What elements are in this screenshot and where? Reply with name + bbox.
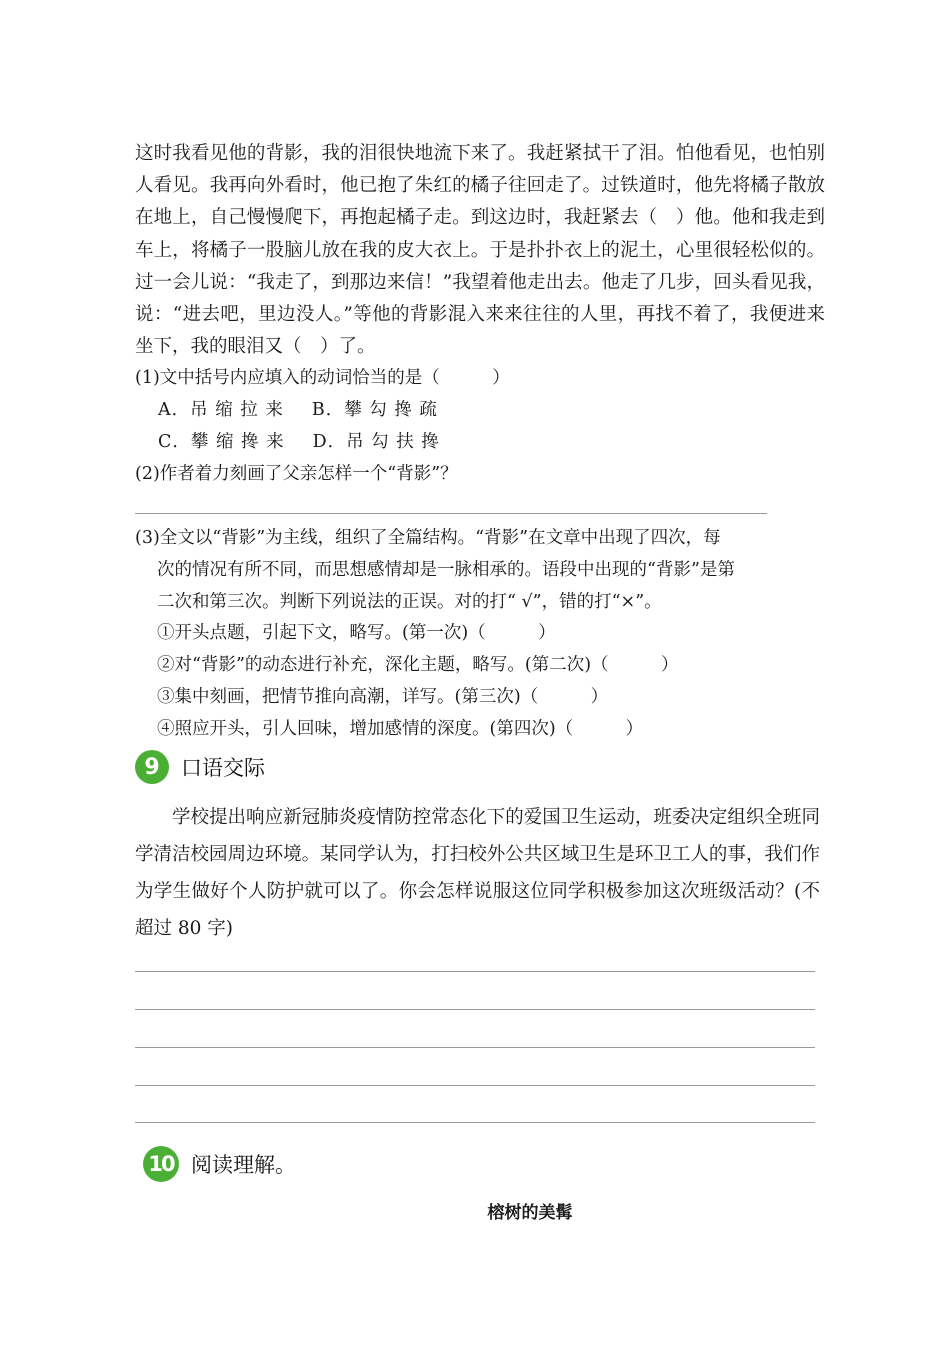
- question-2: (2)作者着力刻画了父亲怎样一个“背影”？: [135, 464, 458, 484]
- option-a[interactable]: A．吊 缩 拉 来: [158, 400, 284, 420]
- question-3-item-2: ②对“背影”的动态进行补充，深化主题，略写。(第二次)（ ）: [157, 655, 679, 675]
- answer-line[interactable]: [135, 971, 815, 972]
- story-title: 榕树的美髯: [487, 1203, 573, 1223]
- section-number-badge: 9: [135, 750, 169, 784]
- passage-text: 这时我看见他的背影，我的泪很快地流下来了。我赶紧拭干了泪。怕他看见，也怕别人看见。我再向外看时，他已抱了朱红的橘子往回走了。过铁道时，他先将橘子散放在地上，自己慢慢爬下，再抱起橘子走。到这边时，我赶紧去（ ）他。他和我走到车上，将橘子一股脑儿放在我的皮大衣上。于是扑扑衣上的泥土，心里很轻松似的。过一会儿说：“我走了，到那边来信！”我望着他走出去。他走了几步，回头看见我，说：“进去吧，里边没人。”等他的背影混入来来往往的人里，再找不着了，我便进来坐下，我的眼泪又（ ）了。: [135, 143, 825, 358]
- oral-prompt: [135, 799, 820, 947]
- section-10-header: [143, 1146, 296, 1182]
- question-3-item-4: ④照应开头，引人回味，增加感情的深度。(第四次)（ ）: [157, 719, 644, 739]
- section-title: 口语交际: [181, 756, 265, 780]
- answer-line[interactable]: [135, 1047, 815, 1048]
- question-1: (1)文中括号内应填入的动词恰当的是（ ）: [135, 368, 510, 388]
- oral-prompt-text: 学校提出响应新冠肺炎疫情防控常态化下的爱国卫生运动，班委决定组织全班同学清洁校园周边环境。某同学认为，打扫校外公共区域卫生是环卫工人的事，我们作为学生做好个人防护就可以了。你会怎样说服这位同学积极参加这次班级活动？(不超过 80 字): [135, 807, 820, 939]
- question-3-item-3: ③集中刻画，把情节推向高潮，详写。(第三次)（ ）: [157, 687, 609, 707]
- section-9-header: [135, 750, 265, 784]
- section-title: 阅读理解。: [191, 1153, 296, 1177]
- section-number-badge: 10: [143, 1146, 179, 1182]
- question-3-line-3: 二次和第三次。判断下列说法的正误。对的打“ √”，错的打“×”。: [157, 592, 662, 612]
- question-1-options-row-1: [158, 394, 438, 426]
- reading-passage: [135, 138, 825, 363]
- option-c[interactable]: C．攀 缩 搀 来: [158, 432, 285, 452]
- question-1-options-row-2: [158, 426, 440, 458]
- answer-line[interactable]: [135, 1122, 815, 1123]
- option-d[interactable]: D．吊 勾 扶 搀: [312, 432, 440, 452]
- answer-line[interactable]: [135, 513, 767, 514]
- question-3-line-2: 次的情况有所不同，而思想感情却是一脉相承的。语段中出现的“背影”是第: [157, 560, 735, 580]
- option-b[interactable]: B．攀 勾 搀 疏: [311, 400, 438, 420]
- answer-line[interactable]: [135, 1009, 815, 1010]
- question-3-line-1: (3)全文以“背影”为主线，组织了全篇结构。“背影”在文章中出现了四次，每: [135, 528, 721, 548]
- answer-line[interactable]: [135, 1085, 815, 1086]
- question-3-item-1: ①开头点题，引起下文，略写。(第一次)（ ）: [157, 623, 556, 643]
